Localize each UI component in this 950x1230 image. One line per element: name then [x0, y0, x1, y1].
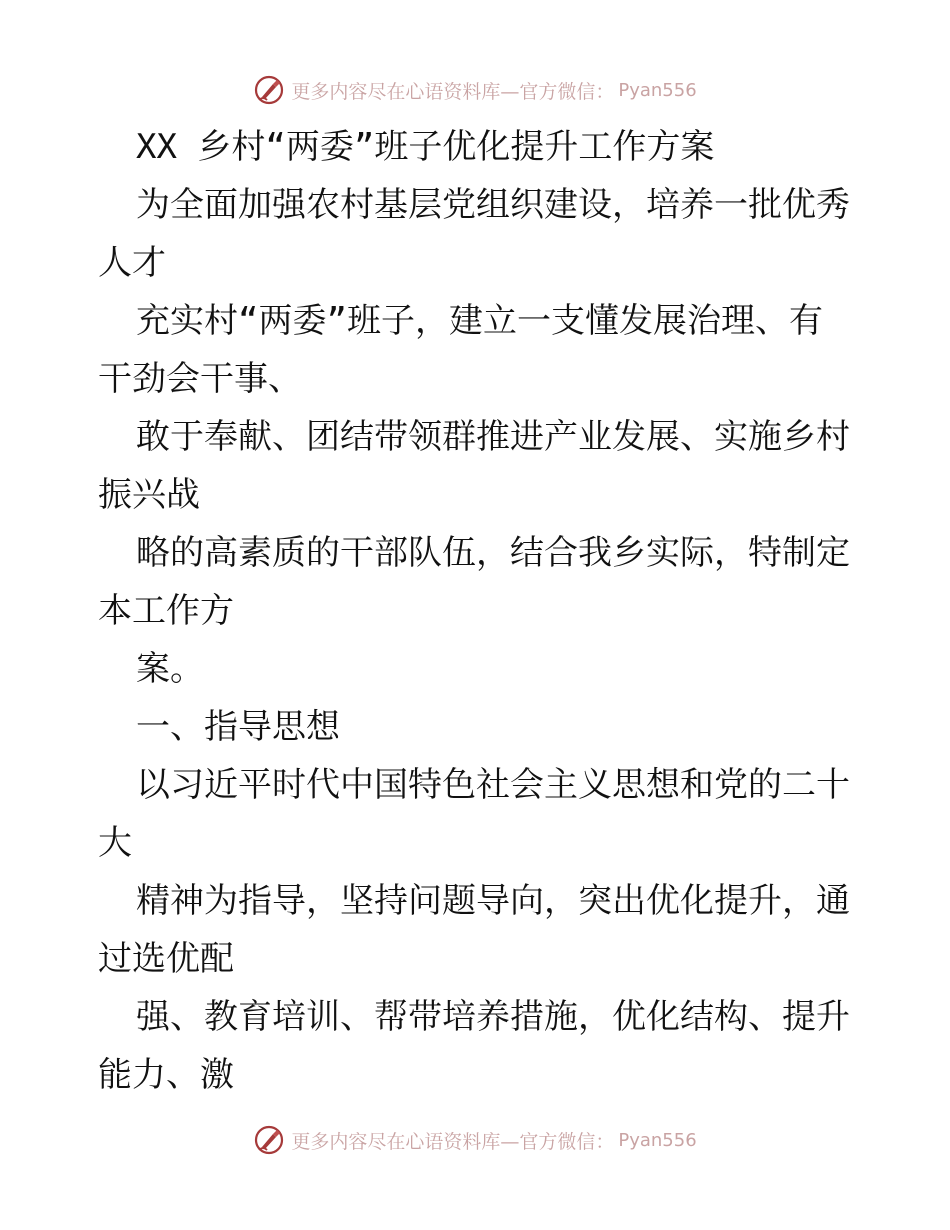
paragraph-line: 为全面加强农村基层党组织建设，培养一批优秀: [136, 185, 850, 225]
paragraph-line: 本工作方: [98, 591, 234, 631]
document-title: XX 乡村“两委”班子优化提升工作方案: [136, 127, 715, 167]
paragraph-line: 敢于奉献、团结带领群推进产业发展、实施乡村: [136, 417, 850, 457]
paragraph-line: 案。: [136, 649, 204, 689]
pen-logo-icon: [253, 1124, 285, 1156]
paragraph-line: 干劲会干事、: [98, 359, 302, 399]
paragraph-line: 充实村“两委”班子，建立一支懂发展治理、有: [136, 301, 823, 341]
paragraph-line: 能力、激: [98, 1055, 234, 1095]
watermark-banner-top: [0, 70, 950, 110]
paragraph-line: 精神为指导，坚持问题导向，突出优化提升，通: [136, 881, 850, 921]
section-heading: 一、指导思想: [136, 707, 340, 747]
watermark-wechat-id: Pyan556: [618, 79, 697, 101]
watermark-banner-bottom: [0, 1120, 950, 1160]
watermark-wechat-id: Pyan556: [618, 1129, 697, 1151]
paragraph-line: 大: [98, 823, 132, 863]
pen-logo-icon: [253, 74, 285, 106]
paragraph-line: 人才: [98, 243, 166, 283]
paragraph-line: 振兴战: [98, 475, 200, 515]
paragraph-line: 过选优配: [98, 939, 234, 979]
paragraph-line: 以习近平时代中国特色社会主义思想和党的二十: [136, 765, 850, 805]
document-body: [98, 118, 858, 1104]
watermark-text: 更多内容尽在心语资料库—官方微信：: [291, 80, 615, 103]
paragraph-line: 强、教育培训、帮带培养措施，优化结构、提升: [136, 997, 850, 1037]
paragraph-line: 略的高素质的干部队伍，结合我乡实际，特制定: [136, 533, 850, 573]
watermark-text: 更多内容尽在心语资料库—官方微信：: [291, 1130, 615, 1153]
